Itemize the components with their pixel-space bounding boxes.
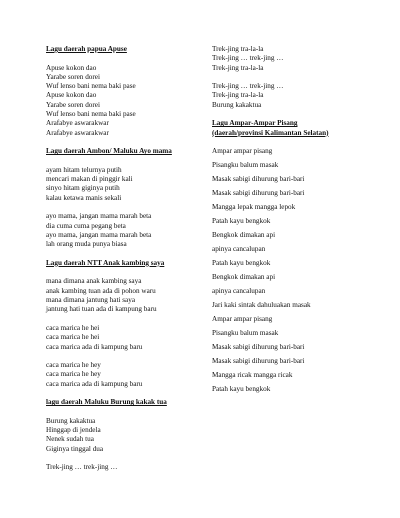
lyric-line: Pisangku balum masak xyxy=(212,329,279,338)
lyric-line: Trek-jing … trek-jing … xyxy=(46,463,118,472)
ayo-mama-verse xyxy=(46,166,206,203)
lyric-line: Nenek sudah tua xyxy=(46,435,94,444)
papua-song-title: Lagu daerah papua Apuse xyxy=(46,45,127,53)
lyric-line: caca marica he hey xyxy=(46,370,101,379)
lyric-line: Trek-jing … trek-jing … xyxy=(212,54,284,63)
lyric-line: Burung kakaktua xyxy=(46,416,96,425)
lyric-line: Pisangku balum masak xyxy=(212,161,279,170)
trek-jing-lines-a xyxy=(212,45,372,73)
lyric-line: Patah kayu bengkok xyxy=(212,385,271,393)
lyric-line: caca marica he hey xyxy=(46,361,101,370)
lyric-line: dia cuma cuma pegang beta xyxy=(46,221,126,230)
lyric-line: Mangga lepak mangga lepok xyxy=(212,203,296,212)
lyric-line: caca marica he hei xyxy=(46,323,100,332)
lyric-line: mana dimana jantung hati saya xyxy=(46,296,136,305)
lyric-line: ayo mama, jangan mama marah beta xyxy=(46,212,152,221)
ayo-mama-chorus xyxy=(46,212,206,249)
lyric-line: Patah kayu bengkok xyxy=(212,217,271,226)
lyric-line: Apuse kokon dao xyxy=(46,91,97,100)
caca-marica-chorus-1 xyxy=(46,324,206,352)
lyric-line: Wuf lenso bani nema baki pase xyxy=(46,110,136,119)
caca-marica-chorus-2 xyxy=(46,361,206,389)
lyric-line: Giginya tinggal dua xyxy=(46,444,104,453)
lyric-line: apinya cancalupan xyxy=(212,287,266,296)
lyric-line: Apuse kokon dao xyxy=(46,63,97,72)
lyric-line: ayam hitam telurnya putih xyxy=(46,165,122,174)
lyric-line: Trek-jing tra-la-la xyxy=(212,63,264,72)
lyric-line: anak kambing tuan ada di pohon waru xyxy=(46,286,156,295)
kakak-tua-verse xyxy=(46,417,206,454)
lyric-line: Jari kaki sintak dahuluakan masak xyxy=(212,301,311,310)
lyric-line: Masak sabigi dihurung bari-bari xyxy=(212,343,305,352)
lyric-line: caca marica ada di kampung baru xyxy=(46,342,143,351)
lyric-line: Yarabe soren dorei xyxy=(46,100,100,109)
lyric-line: apinya cancalupan xyxy=(212,245,266,254)
lyric-line: Trek-jing tra-la-la xyxy=(212,45,264,53)
lyric-line: caca marica he hei xyxy=(46,333,100,342)
lyric-line: Bengkok dimakan api xyxy=(212,231,276,240)
lyric-line: kalau ketawa manis sekali xyxy=(46,193,122,202)
lyric-line: Bengkok dimakan api xyxy=(212,273,276,282)
lyric-line: Masak sabigi dihurung bari-bari xyxy=(212,189,305,198)
lyric-line: Hinggap di jendela xyxy=(46,426,101,435)
ampar-ampar-pisang-lyrics xyxy=(212,147,372,394)
lyric-line: Wuf lenso bani nema baki pase xyxy=(46,82,136,91)
ambon-song-title: Lagu daerah Ambon/ Maluku Ayo mama xyxy=(46,147,172,156)
lyric-line: Patah kayu bengkok xyxy=(212,259,271,268)
lyric-line: sinyo hitam giginya putih xyxy=(46,184,120,193)
lyric-line: Arafabye aswarakwar xyxy=(46,119,109,128)
lyric-line: mana dimana anak kambing saya xyxy=(46,277,142,286)
left-column xyxy=(46,45,206,473)
lyric-line: caca marica ada di kampung baru xyxy=(46,379,143,388)
trek-jing-lines-b xyxy=(212,82,372,110)
lyric-line: lah orang muda punya biasa xyxy=(46,240,127,249)
apuse-lyrics xyxy=(46,64,206,138)
lyric-line: Masak sabigi dihurung bari-bari xyxy=(212,357,305,366)
anak-kambing-verse xyxy=(46,277,206,314)
lyric-line: Trek-jing tra-la-la xyxy=(212,91,264,100)
lyric-line: jantung hati tuan ada di kampung baru xyxy=(46,305,157,314)
kalsel-song-title: Lagu Ampar-Ampar Pisang xyxy=(212,119,298,128)
lyric-line: Yarabe soren dorei xyxy=(46,72,100,81)
lyric-line: Arafabye aswarakwar xyxy=(46,128,109,137)
lyric-line: Trek-jing … trek-jing … xyxy=(212,82,284,91)
right-column xyxy=(212,45,372,399)
lyric-line: Burung kakaktua xyxy=(212,100,262,109)
lyric-line: Mangga ricak mangga ricak xyxy=(212,371,293,380)
lyric-line: Ampar ampar pisang xyxy=(212,147,273,156)
lyric-line: ayo mama, jangan mama marah beta xyxy=(46,230,152,239)
lyric-line: Ampar ampar pisang xyxy=(212,315,273,324)
lyric-line: Masak sabigi dihurung bari-bari xyxy=(212,175,305,184)
lyric-line: mencari makan di pinggir kali xyxy=(46,175,133,184)
maluku-song-title: lagu daerah Maluku Burung kakak tua xyxy=(46,398,167,407)
ntt-song-title: Lagu daerah NTT Anak kambing saya xyxy=(46,258,165,267)
kalsel-song-subtitle: (daerah/provinsi Kalimantan Selatan) xyxy=(212,128,329,137)
